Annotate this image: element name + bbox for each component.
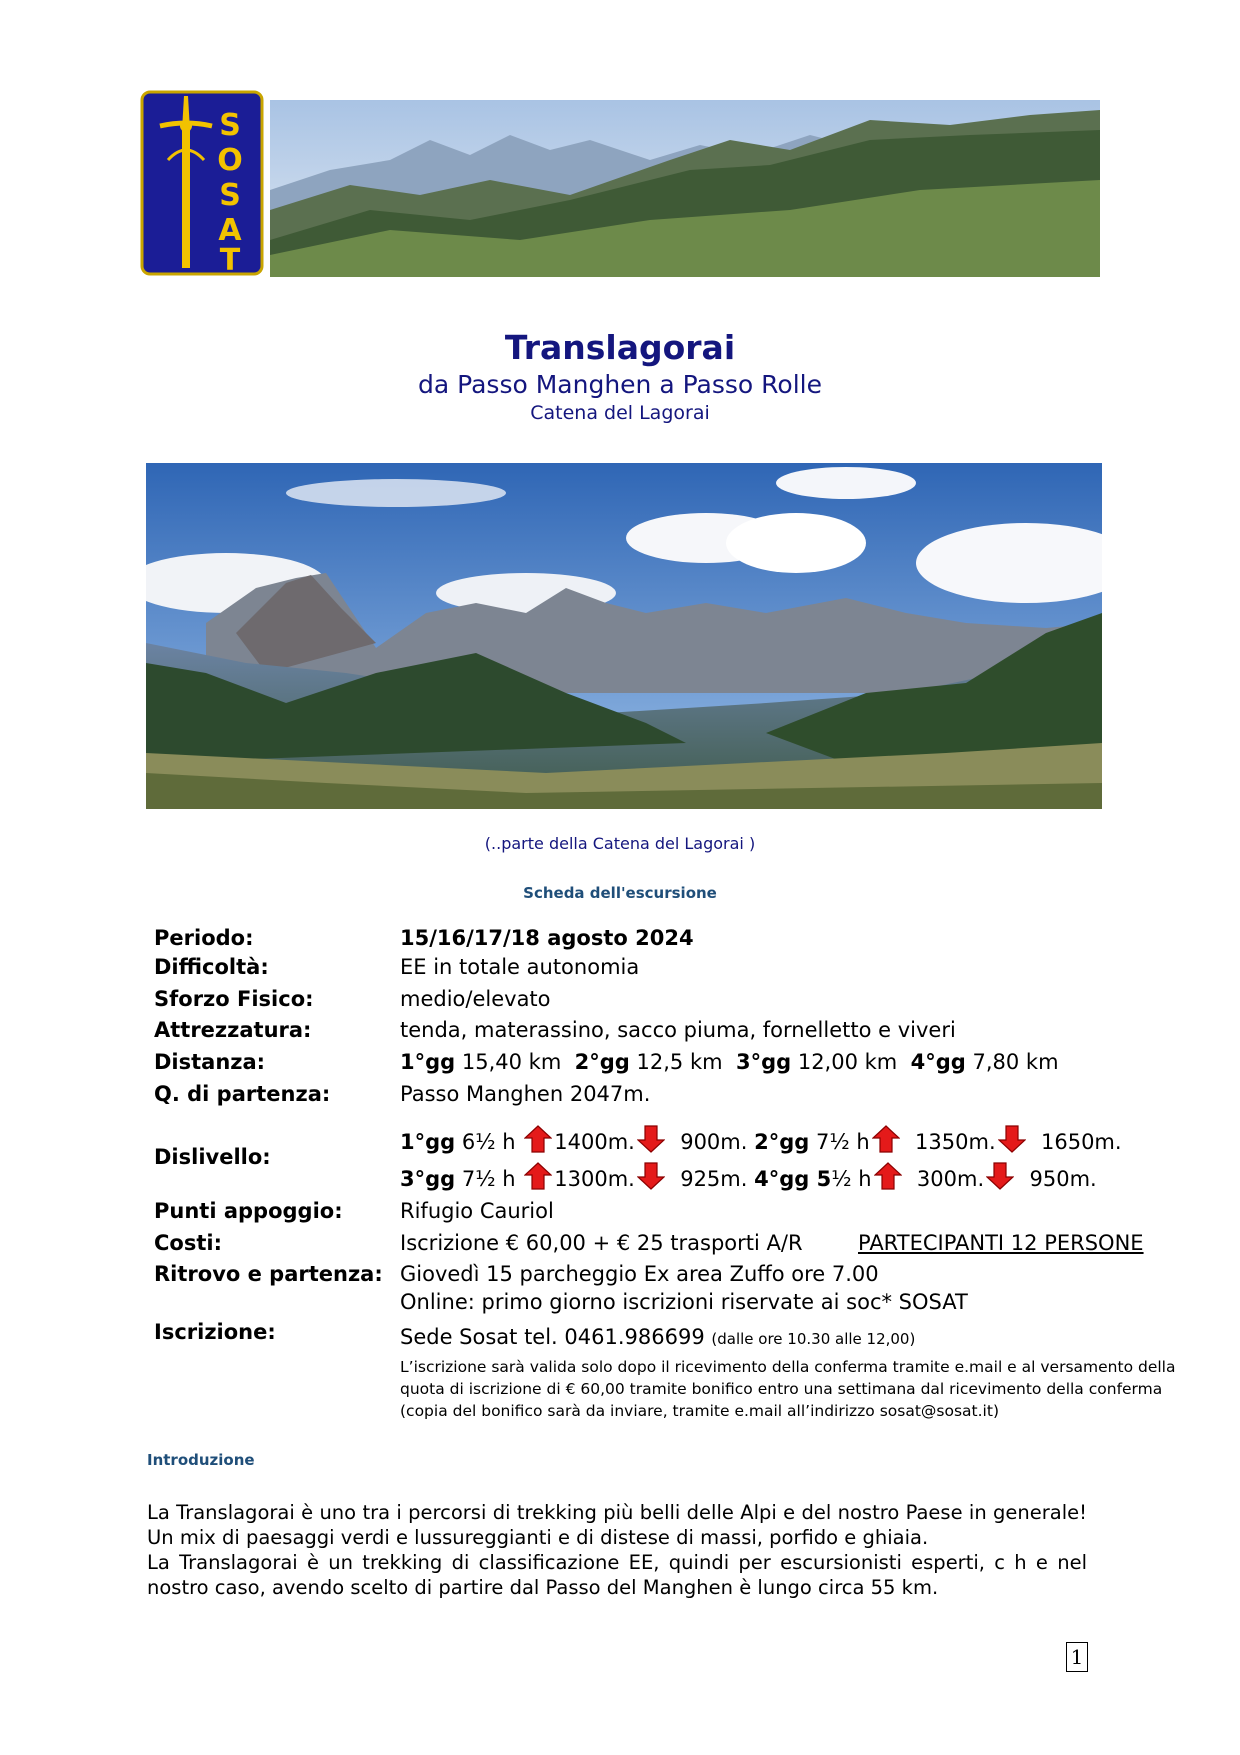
dislivello-day3: 3°gg: [400, 1167, 456, 1191]
iscrizione-note: L’iscrizione sarà valida solo dopo il ricevimento della conferma tramite e.mail e al versamento della quota di iscrizione di € 60,00 tramite bonifico entro una settimana dal ricevimento della conferma (copia del bonifico sarà da inviare, tramite e.mail all’indirizzo sosat@sosat.it): [400, 1358, 1176, 1420]
value-ritrovo: Giovedì 15 parcheggio Ex area Zuffo ore 7.00: [400, 1262, 879, 1286]
page-subtitle: da Passo Manghen a Passo Rolle: [418, 370, 822, 399]
value-online: Online: primo giorno iscrizioni riservate ai soc* SOSAT: [400, 1290, 968, 1314]
label-appoggio: Punti appoggio:: [154, 1199, 343, 1223]
label-costi: Costi:: [154, 1231, 222, 1255]
dislivello-down4: 950m.: [1029, 1167, 1097, 1191]
dislivello-up4: 300m.: [916, 1167, 985, 1191]
distanza-day3: 3°gg: [735, 1050, 792, 1074]
intro-paragraph-2: La Translagorai è un trekking di classificazione EE, quindi per escursionisti esperti, c h e nel nostro caso, avendo scelto di partire dal Passo del Manghen è lungo circa 55 km.: [147, 1551, 1087, 1599]
dislivello-time3: 7½ h: [461, 1167, 516, 1191]
label-sforzo: Sforzo Fisico:: [154, 987, 314, 1011]
lagorai-landscape-photo: [146, 463, 1102, 809]
intro-paragraph-1: La Translagorai è uno tra i percorsi di trekking più belli delle Alpi e del nostro Paese in generale! Un mix di paesaggi verdi e lussureggianti e di distese di massi, porfido e ghiaia.: [147, 1501, 1087, 1549]
up-arrow-icon: [874, 1162, 902, 1190]
distanza-day1: 1°gg: [400, 1050, 456, 1074]
intro-text: [147, 1500, 1087, 1600]
label-partenza: Q. di partenza:: [154, 1082, 331, 1106]
down-arrow-icon: [986, 1162, 1014, 1190]
down-arrow-icon: [998, 1125, 1026, 1153]
scheda-heading: Scheda dell'escursione: [523, 884, 717, 902]
svg-text:T: T: [219, 243, 241, 276]
distanza-km3: 12,00 km: [797, 1050, 898, 1074]
intro-heading: Introduzione: [147, 1451, 255, 1469]
svg-text:S: S: [219, 178, 241, 213]
label-attrezzatura: Attrezzatura:: [154, 1018, 312, 1042]
header-mountain-banner: [270, 100, 1100, 277]
dislivello-day1: 1°gg: [400, 1130, 456, 1154]
dislivello-down2: 1650m.: [1040, 1130, 1122, 1154]
page-subtitle-2: Catena del Lagorai: [530, 402, 710, 424]
dislivello-day4: 4°gg 5: [754, 1167, 832, 1191]
page-title: Translagorai: [504, 328, 736, 367]
svg-text:O: O: [217, 143, 243, 178]
dislivello-down1: 900m.: [680, 1130, 748, 1154]
up-arrow-icon: [524, 1162, 552, 1190]
label-iscrizione: Iscrizione:: [154, 1320, 276, 1344]
svg-text:A: A: [218, 213, 242, 248]
value-partenza: Passo Manghen 2047m.: [400, 1082, 651, 1106]
dislivello-time1: 6½ h: [461, 1130, 516, 1154]
dislivello-time4: ½ h: [831, 1167, 872, 1191]
label-ritrovo: Ritrovo e partenza:: [154, 1262, 383, 1286]
dislivello-up3: 1300m.: [554, 1167, 635, 1191]
value-periodo: 15/16/17/18 agosto 2024: [400, 926, 694, 950]
value-iscrizione: Sede Sosat tel. 0461.986699: [400, 1325, 705, 1349]
dislivello-up2: 1350m.: [915, 1130, 996, 1154]
distanza-day4: 4°gg: [910, 1050, 966, 1074]
page-number: 1: [1066, 1642, 1088, 1672]
distanza-km4: 7,80 km: [972, 1050, 1059, 1074]
iscrizione-hours: (dalle ore 10.30 alle 12,00): [711, 1330, 916, 1348]
value-costi: Iscrizione € 60,00 + € 25 trasporti A/R: [400, 1231, 803, 1255]
up-arrow-icon: [872, 1125, 900, 1153]
label-difficolta: Difficoltà:: [154, 955, 269, 979]
up-arrow-icon: [524, 1125, 552, 1153]
value-sforzo: medio/elevato: [400, 987, 551, 1011]
distanza-day2: 2°gg: [574, 1050, 630, 1074]
dislivello-up1: 1400m.: [554, 1130, 635, 1154]
value-distanza: [400, 1050, 1059, 1074]
down-arrow-icon: [637, 1162, 665, 1190]
down-arrow-icon: [637, 1125, 665, 1153]
distanza-km2: 12,5 km: [636, 1050, 723, 1074]
label-distanza: Distanza:: [154, 1050, 266, 1074]
logo-text: S: [219, 108, 241, 143]
distanza-km1: 15,40 km: [461, 1050, 562, 1074]
value-difficolta: EE in totale autonomia: [400, 955, 640, 979]
photo-caption: (..parte della Catena del Lagorai ): [484, 834, 756, 853]
dislivello-down3: 925m.: [680, 1167, 748, 1191]
sosat-logo: [140, 90, 264, 276]
value-appoggio: Rifugio Cauriol: [400, 1199, 554, 1223]
dislivello-day2: 2°gg: [754, 1130, 810, 1154]
dislivello-time2: 7½ h: [815, 1130, 870, 1154]
value-attrezzatura: tenda, materassino, sacco piuma, fornelletto e viveri: [400, 1018, 956, 1042]
partecipanti-note: PARTECIPANTI 12 PERSONE: [858, 1231, 1144, 1255]
label-periodo: Periodo:: [154, 926, 254, 950]
label-dislivello: Dislivello:: [154, 1145, 271, 1169]
